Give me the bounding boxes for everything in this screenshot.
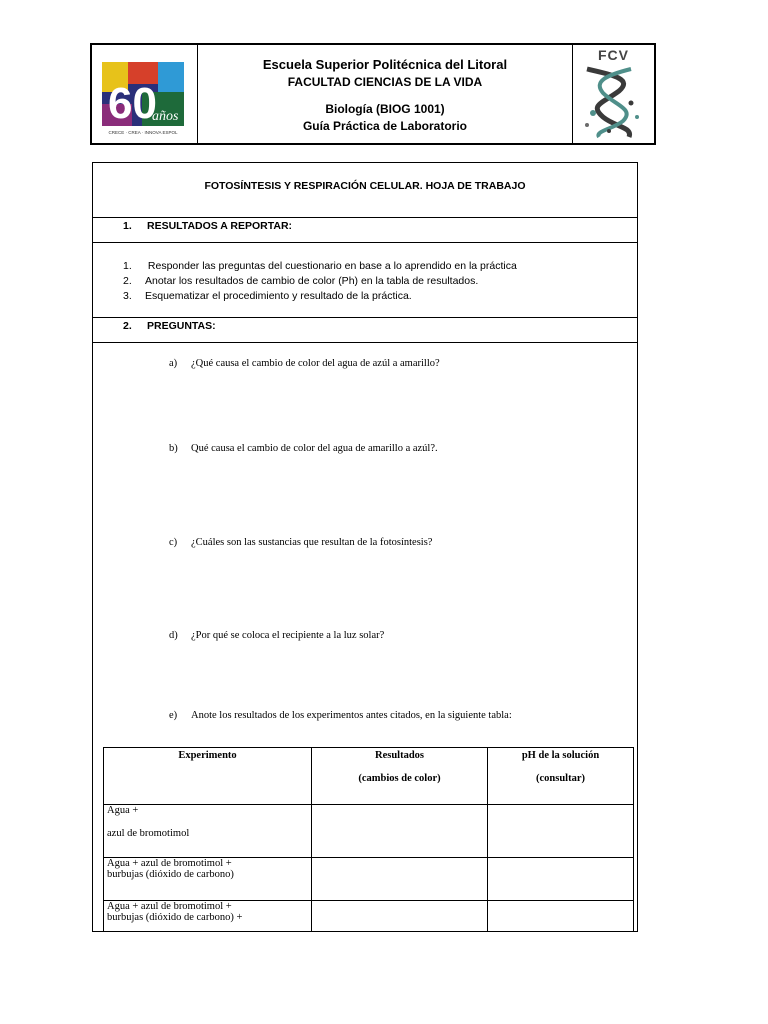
dna-helix-icon <box>573 65 653 141</box>
results-table <box>103 747 634 932</box>
experiment-cell: Agua + azul de bromotimol <box>104 805 312 858</box>
section-questions-heading: 2. PREGUNTAS: <box>123 320 216 332</box>
worksheet <box>92 162 638 932</box>
institution-name: Escuela Superior Politécnica del Litoral <box>262 57 508 72</box>
instruction-item: 2. Anotar los resultados de cambio de color (Ph) en la tabla de resultados. <box>123 275 479 287</box>
header-results: Resultados (cambios de color) <box>312 748 488 805</box>
header-experiment: Experimento <box>104 748 312 805</box>
header-ph: pH de la solución (consultar) <box>488 748 634 805</box>
fcv-logo-text: FCV <box>598 47 629 63</box>
divider <box>93 317 637 318</box>
espol-60-anos-logo <box>102 62 184 136</box>
question-a: a) ¿Qué causa el cambio de color del agua de azúl a amarillo? <box>169 358 440 369</box>
results-input-cell[interactable] <box>312 805 488 858</box>
results-input-cell[interactable] <box>312 901 488 932</box>
ph-input-cell[interactable] <box>488 901 634 932</box>
guide-name: Guía Práctica de Laboratorio <box>302 119 468 133</box>
instruction-item: 3. Esquematizar el procedimiento y resultado de la práctica. <box>123 290 412 302</box>
experiment-cell: Agua + azul de bromotimol + burbujas (dióxido de carbono) <box>104 858 312 901</box>
divider <box>93 342 637 343</box>
course-name: Biología (BIOG 1001) <box>325 102 445 116</box>
ph-input-cell[interactable] <box>488 858 634 901</box>
table-row <box>104 805 634 858</box>
faculty-name: FACULTAD CIENCIAS DE LA VIDA <box>287 75 483 89</box>
section-results-heading: 1. RESULTADOS A REPORTAR: <box>123 220 293 232</box>
experiment-cell: Agua + azul de bromotimol + burbujas (dióxido de carbono) + <box>104 901 312 932</box>
header-title-block <box>198 45 572 143</box>
question-e: e) Anote los resultados de los experimentos antes citados, en la siguiente tabla: <box>169 710 512 721</box>
espol-logo-cell <box>92 45 198 143</box>
document-header <box>90 43 656 145</box>
svg-text:años: años <box>152 109 179 124</box>
question-c: c) ¿Cuáles son las sustancias que resultan de la fotosíntesis? <box>169 537 433 548</box>
table-row <box>104 901 634 932</box>
instruction-item: 1. Responder las preguntas del cuestionario en base a lo aprendido en la práctica <box>123 260 517 272</box>
ph-input-cell[interactable] <box>488 805 634 858</box>
divider <box>93 217 637 218</box>
svg-text:60: 60 <box>108 79 157 128</box>
fcv-logo-cell <box>572 45 654 143</box>
results-input-cell[interactable] <box>312 858 488 901</box>
question-b: b) Qué causa el cambio de color del agua de amarillo a azúl?. <box>169 443 438 454</box>
divider <box>93 242 637 243</box>
table-row <box>104 858 634 901</box>
question-d: d) ¿Por qué se coloca el recipiente a la luz solar? <box>169 630 385 641</box>
svg-text:CRECE · CREA · INNOVA ESPOL: CRECE · CREA · INNOVA ESPOL <box>108 130 178 135</box>
worksheet-title: FOTOSÍNTESIS Y RESPIRACIÓN CELULAR. HOJA DE TRABAJO <box>204 180 526 192</box>
table-header-row <box>104 748 634 805</box>
